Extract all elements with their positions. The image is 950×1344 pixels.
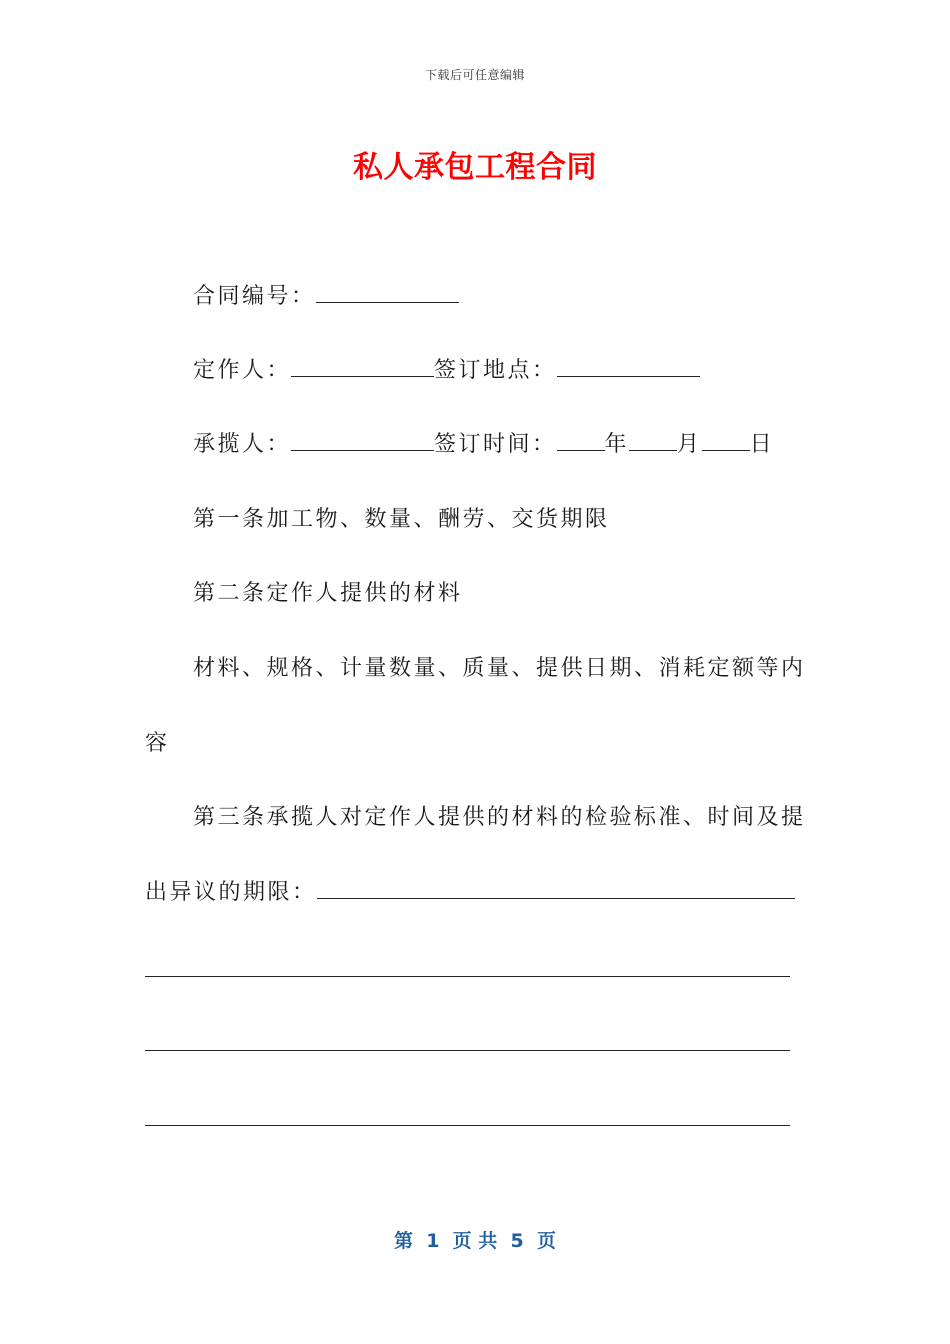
header-note: 下载后可任意编辑: [424, 68, 525, 82]
article-3-line-1: 第三条承揽人对定作人提供的材料的检验标准、时间及提: [193, 805, 806, 830]
contract-no-label: 合同编号：: [193, 284, 316, 309]
contractor-label: 承揽人：: [193, 432, 292, 457]
sign-place-label: 签订地点：: [434, 358, 557, 383]
fill-line-3: [145, 1125, 790, 1126]
maker-line: [193, 356, 700, 386]
fill-line-2: [145, 1050, 790, 1051]
day-blank: [702, 430, 750, 451]
fill-line-1: [145, 976, 790, 977]
contract-no-line: [193, 282, 459, 312]
contractor-blank: [291, 430, 434, 451]
maker-label: 定作人：: [193, 358, 292, 383]
article-2-detail-line-1: 材料、规格、计量数量、质量、提供日期、消耗定额等内: [193, 656, 806, 681]
article-2-detail-line-2: 容: [145, 731, 170, 756]
sign-time-label: 签订时间：: [434, 432, 557, 457]
objection-period-blank: [317, 878, 795, 899]
sign-place-blank: [557, 356, 700, 377]
article-2: 第二条定作人提供的材料: [193, 581, 463, 606]
article-3-line-2-label: 出异议的期限：: [145, 880, 317, 905]
article-1: 第一条加工物、数量、酬劳、交货期限: [193, 507, 610, 532]
contractor-line: [193, 430, 774, 460]
page-indicator: 第 1 页 共 5 页: [394, 1230, 556, 1252]
contract-no-blank: [316, 282, 459, 303]
document-title: 私人承包工程合同: [353, 150, 597, 185]
month-blank: [629, 430, 677, 451]
year-label: 年: [604, 432, 630, 457]
day-label: 日: [749, 432, 775, 457]
article-3-line-2: [145, 878, 795, 908]
maker-blank: [291, 356, 434, 377]
month-label: 月: [677, 432, 702, 457]
year-blank: [557, 430, 605, 451]
